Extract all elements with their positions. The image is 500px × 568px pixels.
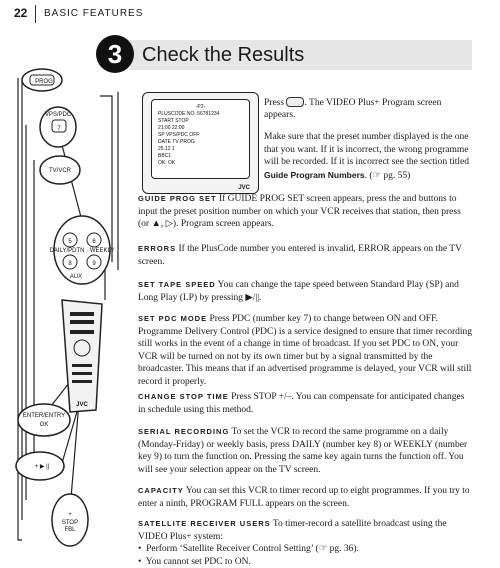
section-set-tape-speed: SET TAPE SPEED You can change the tape speed between Standard Play (SP) and Long Play (LP) by pressing ▶/||. (138, 279, 472, 304)
step-number-badge: 3 (96, 35, 134, 73)
tv-line: 21:00 22:00 (158, 125, 243, 132)
svg-text:PROG: PROG (35, 79, 53, 85)
section-change-stop-time: CHANGE STOP TIME Press STOP +/–. You can compensate for anticipated changes in schedule using this method. (138, 391, 472, 416)
svg-text:VPS/PDC: VPS/PDC (45, 112, 72, 118)
tv-line: -P2- (158, 104, 243, 111)
tv-line: 25.12 1 (158, 146, 243, 153)
tv-screen (151, 99, 250, 179)
svg-text:JVC: JVC (76, 402, 88, 408)
section-errors: ERRORS If the PlusCode number you entered is invalid, ERROR appears on the TV screen. (138, 243, 472, 268)
section-title: BASIC FEATURES (44, 8, 143, 19)
svg-text:+: + (68, 512, 72, 518)
svg-text:+ ▶ ||: + ▶ || (35, 464, 50, 470)
svg-text:STOP: STOP (62, 520, 78, 526)
section-set-pdc-mode: SET PDC MODE Press PDC (number key 7) to change between ON and OFF. Programme Delivery Control (PDC) is a service designed to ensure that timer recording still works in the event of a change in time of broadcast. If you set PDC to ON, your VCR will be turned on not by its own timer but by a signal transmitted by the broadcaster. This means that if an advertised programme is delayed, your VCR will still record it properly. (138, 313, 472, 388)
tv-line: DATE TV PROG (158, 139, 243, 146)
program-button-icon (286, 97, 304, 107)
svg-text:9: 9 (92, 261, 96, 267)
svg-text:OK: OK (40, 422, 49, 428)
tv-line: SP VPS/PDC OFF (158, 132, 243, 139)
svg-text:DAILY/PDTN · WEEKLY: DAILY/PDTN · WEEKLY (50, 248, 115, 254)
svg-text:8: 8 (68, 261, 72, 267)
svg-text:ENTER/ENTRY: ENTER/ENTRY (23, 413, 65, 419)
section-satellite-receiver-users: SATELLITE RECEIVER USERS To timer-record a satellite broadcast using the VIDEO Plus+ system: • Perform ‘Satellite Receiver Control Setting’ (☞ pg. 36). • You cannot set PDC to ON. (138, 518, 472, 568)
tv-brand-logo: JVC (238, 185, 250, 191)
step-title: Check the Results (142, 44, 304, 67)
svg-text:7: 7 (57, 126, 61, 132)
svg-text:5: 5 (68, 239, 72, 245)
tv-line: OK: OK (158, 160, 243, 167)
tv-line: START STOP (158, 118, 243, 125)
tv-illustration (142, 92, 259, 194)
intro-text: Press . The VIDEO Plus+ Program screen appears. Make sure that the preset number displayed is the one that you want. If it is incorrect, the wrong programme will be recorded. If it is incorrect see the section titled Guide Program Numbers. (☞ pg. 55) (264, 87, 474, 192)
tv-line: BBC1 (158, 153, 243, 160)
bullet-item: • Perform ‘Satellite Receiver Control Setting’ (☞ pg. 36). (138, 543, 472, 556)
tv-line: PLUSCODE NO. 56781234 (158, 111, 243, 118)
section-guide-prog-set: GUIDE PROG SET If GUIDE PROG SET screen appears, press the and buttons to input the preset position number on which your VCR receives that station, then press (or ▲, ▷). Program screen appears. (138, 193, 472, 231)
svg-text:FBL: FBL (64, 527, 76, 533)
section-capacity: CAPACITY You can set this VCR to timer record up to eight programmes. If you try to enter a ninth, PROGRAM FULL appears on the screen. (138, 485, 472, 510)
remote-diagram (0, 0, 135, 564)
svg-text:6: 6 (92, 239, 96, 245)
svg-text:AUX: AUX (70, 274, 82, 280)
bullet-item: • You cannot set PDC to ON. (138, 556, 472, 568)
section-serial-recording: SERIAL RECORDING To set the VCR to record the same programme on a daily (Monday-Friday) or weekly basis, press DAILY (number key 8) or WEEKLY (number key 9) to turn the function on. Pressing the same key again turns the function off. You will see your selection appear on the TV screen. (138, 426, 472, 476)
page-number: 22 (14, 6, 27, 20)
svg-text:TV/VCR: TV/VCR (49, 168, 72, 174)
